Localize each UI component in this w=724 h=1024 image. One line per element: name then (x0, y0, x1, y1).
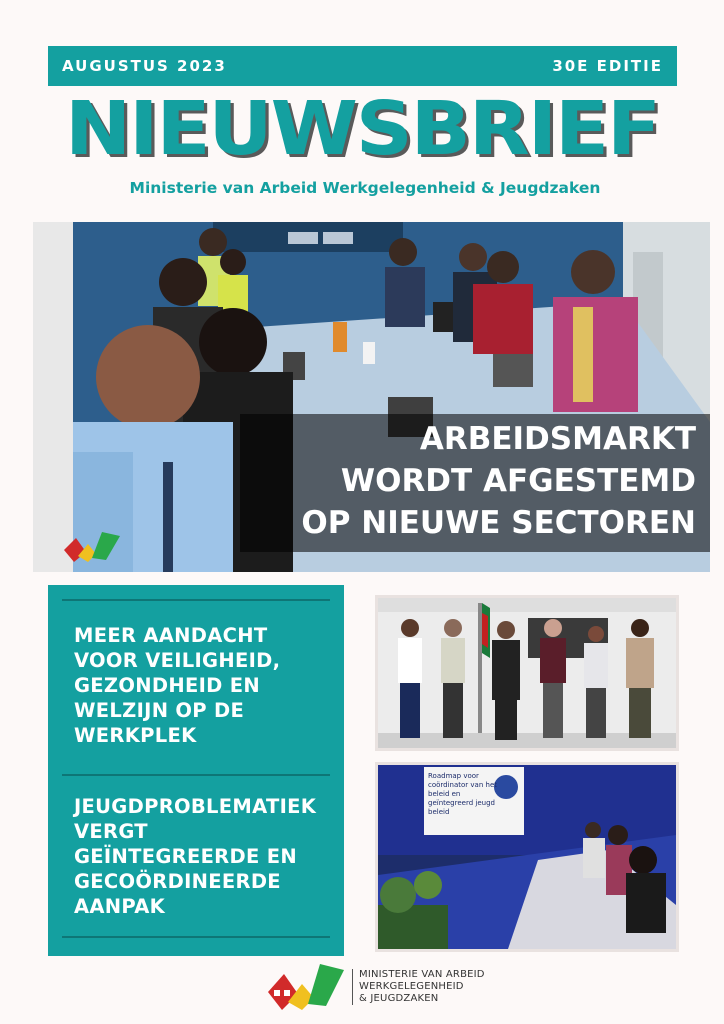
story-line: WERKPLEK (74, 724, 197, 747)
group-photo (375, 595, 679, 751)
story-line: WELZIJN OP DE (74, 699, 245, 722)
header-bar (48, 46, 677, 86)
slide-line: coördinator van het (428, 781, 497, 789)
hero-headline-line: OP NIEUWE SECTOREN (301, 505, 696, 541)
logo-line: & JEUGDZAKEN (359, 993, 439, 1004)
hero-headline-line: WORDT AFGESTEMD (340, 463, 696, 499)
story-line: VERGT (74, 820, 148, 843)
meeting-photo (375, 762, 679, 952)
ministry-logo (266, 960, 485, 1014)
story-headline[interactable] (74, 794, 336, 919)
logo-line: MINISTERIE VAN ARBEID (359, 969, 485, 980)
divider (62, 936, 330, 938)
stories-panel (48, 585, 344, 956)
divider (62, 599, 330, 601)
story-line: GEÏNTEGREERDE EN (74, 845, 297, 868)
slide-line: geïntegreerd jeugd (428, 799, 495, 807)
slide-text (428, 772, 514, 817)
ministry-logo-icon (266, 960, 346, 1014)
divider (62, 774, 330, 776)
ministry-logo-text (352, 969, 485, 1005)
slide-line: beleid en (428, 790, 461, 798)
issue-date: AUGUSTUS 2023 (62, 57, 227, 75)
story-line: GEZONDHEID EN (74, 674, 260, 697)
ministry-name: Ministerie van Arbeid Werkgelegenheid & Jeugdzaken (129, 179, 601, 197)
newsletter-title: NIEUWSBRIEF (65, 86, 659, 172)
hero-headline (240, 414, 710, 552)
story-headline[interactable] (74, 623, 336, 748)
slide-line: beleid (428, 808, 450, 816)
edition-number: 30E EDITIE (552, 57, 663, 75)
story-line: GECOÖRDINEERDE (74, 870, 281, 893)
story-line: VOOR VEILIGHEID, (74, 649, 281, 672)
logo-line: WERKGELEGENHEID (359, 981, 464, 992)
hero-logo-icon (62, 530, 122, 568)
hero-headline-line: ARBEIDSMARKT (419, 421, 696, 457)
slide-line: Roadmap voor (428, 772, 479, 780)
story-line: JEUGDPROBLEMATIEK (74, 795, 317, 818)
story-line: AANPAK (74, 895, 166, 918)
story-line: MEER AANDACHT (74, 624, 268, 647)
